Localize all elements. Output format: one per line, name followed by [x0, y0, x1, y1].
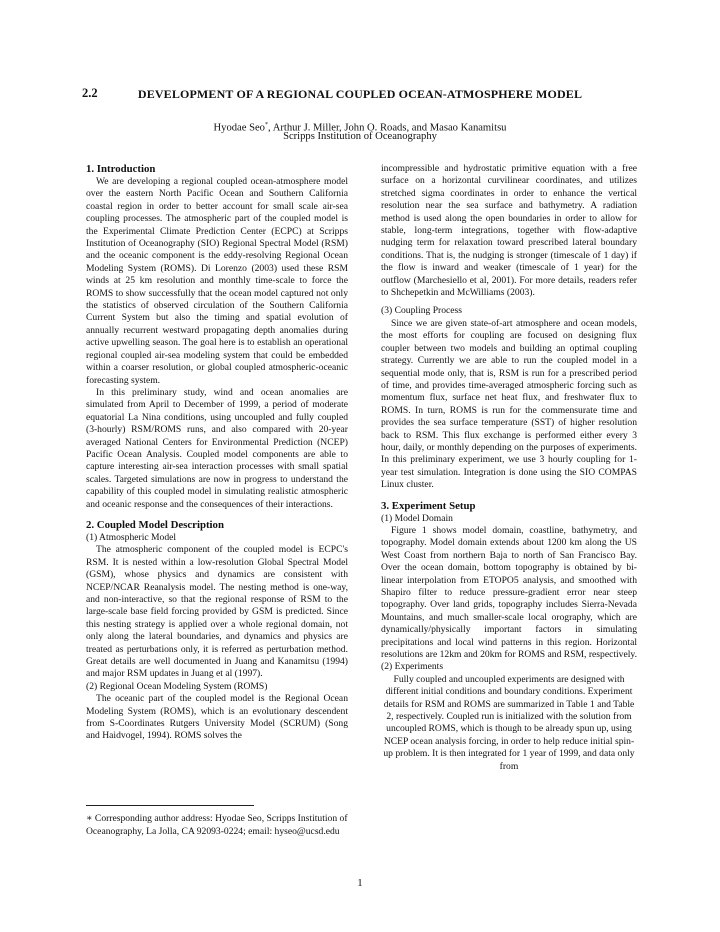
right-column — [381, 163, 637, 773]
affiliation: Scripps Institution of Oceanography — [283, 131, 437, 142]
paper-title: DEVELOPMENT OF A REGIONAL COUPLED OCEAN-ATMOSPHERE MODEL — [137, 87, 583, 101]
spacer — [381, 492, 637, 500]
footnote: ∗ Corresponding author address: Hyodae Seo, Scripps Institution of Oceanography, La Jolla, CA 92093-0224; email: hyseo@ucsd.edu — [86, 813, 348, 837]
ocean-paragraph: The oceanic part of the coupled model is the Regional Ocean Modeling System (ROMS), which is an evolutionary descendent from S-Coordinates Rutgers University Model (SCRUM) (Song and Haidvogel, 1994). ROMS solves the — [86, 693, 348, 742]
experiments-subheading: (2) Experiments — [381, 661, 444, 673]
experiment-heading: 3. Experiment Setup — [381, 499, 476, 512]
footnote-rule — [86, 805, 254, 806]
section-number: 2.2 — [82, 86, 98, 100]
first-author: Hyodae Seo — [213, 122, 265, 134]
intro-heading: 1. Introduction — [86, 163, 156, 175]
domain-subheading: (1) Model Domain — [381, 512, 453, 524]
coupling-subheading: (3) Coupling Process — [381, 305, 463, 317]
intro-paragraph-2: In this preliminary study, wind and ocean anomalies are simulated from April to December of 1999, a period of moderate equatorial La Nina conditions, using uncoupled and fully coupled (3-hourly) RSM/ROMS runs, and also compared with 20-year averaged National Centers for Environmental Prediction (NCEP) Pacific Ocean Analysis. Coupled model components are able to capture interesting air-sea interaction processes with small spatial scales. Targeted simulations are now in progress to understand the capability of this coupled model in simulating realistic atmospheric and oceanic response and the consequences of their interactions. — [86, 386, 348, 510]
coupling-paragraph: Since we are given state-of-art atmosphere and ocean models, the most efforts for coupling are focused on designing flux coupler between two models and building an optimal coupling strategy. Currently we are able to run the coupled model in a sequential mode only, that is, RSM is run for a prescribed period of time, and provides time-averaged atmospheric forcing such as momentum flux, surface net heat flux, and freshwater flux to ROMS. In turn, ROMS is run for the commensurate time and provides the sea surface temperature (SST) of higher resolution back to RSM. This flux exchange is performed either every 3 hour, daily, or monthly depending on the purposes of experiments. In this preliminary experiment, we use 3 hourly coupling for 1-year test simulation. Integration is done using the SIO COMPAS Linux cluster. — [381, 317, 637, 491]
corresponding-asterisk: * — [264, 122, 268, 128]
spacer — [86, 511, 348, 519]
intro-paragraph-1: We are developing a regional coupled ocean-atmosphere model over the eastern North Pacific Ocean and Southern California coastal region in order to better account for small scale air-sea coupling processes. The atmospheric part of the coupled model is the Experimental Climate Prediction Center (ECPC) at Scripps Institution of Oceanography (SIO) Regional Spectral Model (RSM) and the oceanic component is the eddy-resolving Regional Ocean Modeling System (ROMS). Di Lorenzo (2003) used these RSM winds at 25 km resolution and monthly time-scale to force the ROMS to show successfully that the ocean model captured not only the statistics of observed circulation of the Southern California Current System but also the timing and spatial evolution of annually recurrent westward propagating depth anomalies during active upwelling season. The goal here is to establish an operational regional coupled air-sea modeling system that could be embedded within a coarser resolution, or global coupled atmospheric-oceanic forecasting system. — [86, 176, 348, 386]
page-number: 1 — [357, 877, 363, 889]
atmospheric-subheading: (1) Atmospheric Model — [86, 531, 177, 543]
domain-paragraph: Figure 1 shows model domain, coastline, bathymetry, and topography. Model domain extends about 1200 km along the US West Coast from northern Baja to north of San Francisco Bay. Over the ocean domain, bottom topography is obtained by bi-linear interpolation from ETOPO5 analysis, and smoothed with Shapiro filter to reduce pressure-gradient error near steep topography. Over land grids, topography includes Sierra-Nevada Mountains, and much smaller-scale local orography, which are dynamically/physically important factors in simulating precipitations and local wind patterns in this region. Horizontal resolutions are 12km and 20km for ROMS and RSM, respectively. — [381, 524, 637, 661]
experiments-paragraph: Fully coupled and uncoupled experiments are designed with different initial conditions and boundary conditions. Experiment details for RSM and ROMS are summarized in Table 1 and Table 2, respectively. Coupled run is initialized with the solution from uncoupled ROMS, which is though to be already spun up, using NCEP ocean analysis forcing, in order to help reduce initial spin-up problem. It is then integrated for 1 year of 1999, and data only from — [383, 673, 635, 772]
atmospheric-paragraph: The atmospheric component of the coupled model is ECPC's RSM. It is nested within a low-resolution Global Spectral Model (GSM), whose physics and dynamics are consistent with NCEP/NCAR Reanalysis model. The nesting method is one-way, and non-interactive, so that the regional response of RSM to the large-scale base field forcing provided by GSM is predicted. Since this nesting strategy is applied over a whole regional domain, not only along the lateral boundaries, and dynamics and physics are treated as perturbations only, it is referred as perturbation method. Great details are well documented in Juang and Kanamitsu (1994) and major RSM updates in Juang et al (1997). — [86, 544, 348, 680]
continued-paragraph: incompressible and hydrostatic primitive equation with a free surface on a horizontal curvilinear coordinates, and utilizes stretched sigma coordinates in order to enhance the vertical resolution near the sea surface and bathymetry. A radiation method is used along the open boundaries in order to allow for stable, long-term integrations, together with flow-adaptive nudging term for relaxation toward prescribed lateral boundary conditions. That is, the nudging is stronger (timescale of 1 day) if the flow is inward and weaker (timescale of 1 year) for the outflow (Marchesiello et al, 2001). For more details, readers refer to Shchepetkin and McWilliams (2003). — [381, 163, 637, 299]
ocean-subheading: (2) Regional Ocean Modeling System (ROMS) — [86, 680, 268, 692]
other-authors: , Arthur J. Miller, John O. Roads, and Masao Kanamitsu — [267, 122, 507, 134]
model-heading: 2. Coupled Model Description — [86, 518, 224, 531]
left-column — [86, 163, 348, 743]
